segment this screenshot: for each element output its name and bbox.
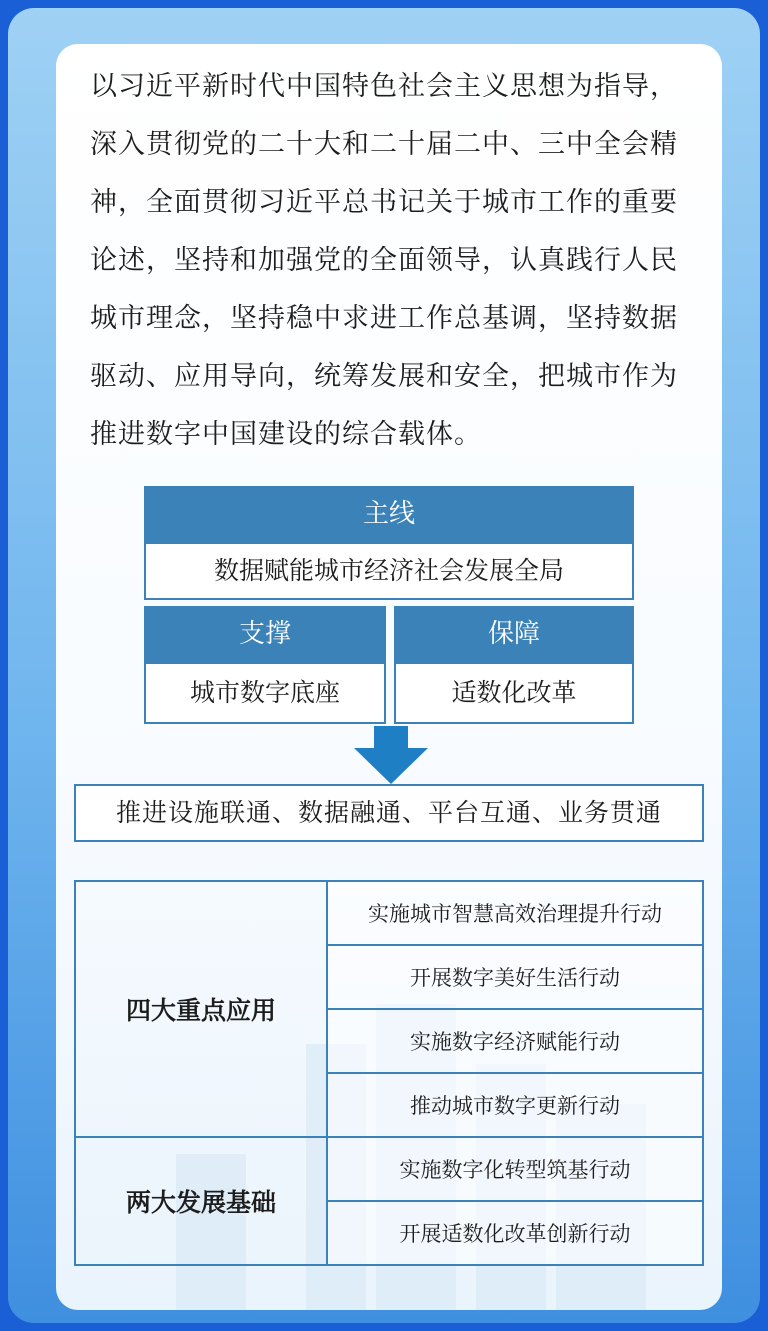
- down-arrow-icon: [354, 726, 428, 784]
- guarantee-header: 保障: [394, 606, 634, 662]
- support-header: 支撑: [144, 606, 386, 662]
- content-card: [56, 44, 722, 1310]
- guarantee-box: 适数化改革: [394, 662, 634, 724]
- main-line-box: 数据赋能城市经济社会发展全局: [144, 542, 634, 600]
- support-box: 城市数字底座: [144, 662, 386, 724]
- table-row: [75, 881, 703, 945]
- action-item: 开展适数化改革创新行动: [327, 1201, 703, 1265]
- action-item: 开展数字美好生活行动: [327, 945, 703, 1009]
- action-item: 实施城市智慧高效治理提升行动: [327, 881, 703, 945]
- action-table: [74, 880, 704, 1266]
- intro-paragraph: 以习近平新时代中国特色社会主义思想为指导，深入贯彻党的二十大和二十届二中、三中全会精神，全面贯彻习近平总书记关于城市工作的重要论述，坚持和加强党的全面领导，认真践行人民城市理念，坚持稳中求进工作总基调，坚持数据驱动、应用导向，统筹发展和安全，把城市作为推进数字中国建设的综合载体。: [90, 71, 678, 450]
- action-item: 推动城市数字更新行动: [327, 1073, 703, 1137]
- action-item: 实施数字经济赋能行动: [327, 1009, 703, 1073]
- group-label-development-foundations: 两大发展基础: [75, 1137, 327, 1265]
- main-line-header: 主线: [144, 486, 634, 542]
- action-item: 实施数字化转型筑基行动: [327, 1137, 703, 1201]
- connectivity-bar: 推进设施联通、数据融通、平台互通、业务贯通: [74, 784, 704, 842]
- table-row: [75, 1137, 703, 1201]
- group-label-key-applications: 四大重点应用: [75, 881, 327, 1137]
